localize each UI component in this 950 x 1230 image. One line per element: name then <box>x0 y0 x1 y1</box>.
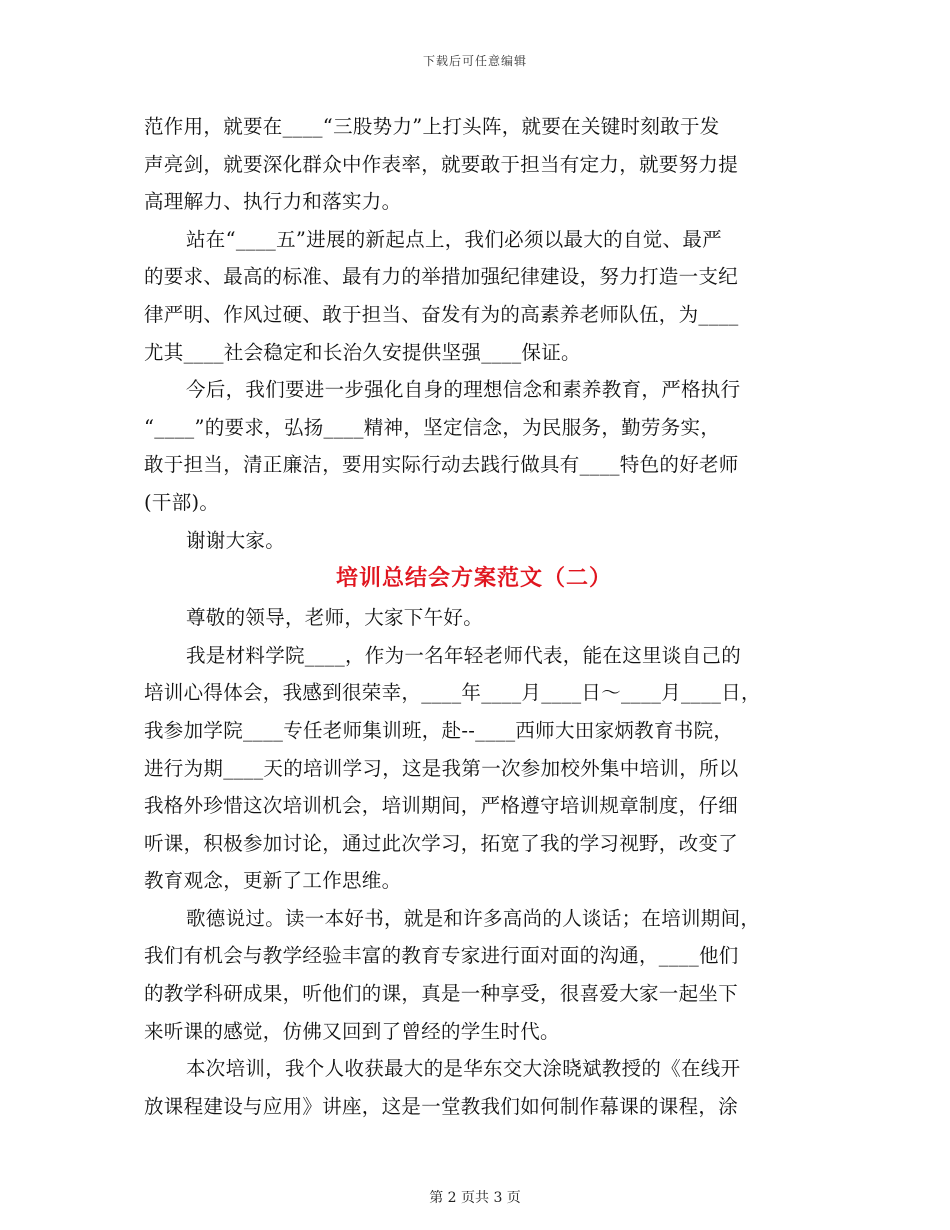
section-title: 培训总结会方案范文（二） <box>335 566 612 592</box>
text-line: 律严明、作风过硬、敢于担当、奋发有为的高素养老师队伍，为____ <box>144 302 739 326</box>
paragraph-start: 我是材料学院____，作为一名年轻老师代表，能在这里谈自己的 <box>186 643 741 667</box>
text-line: 放课程建设与应用》讲座，这是一堂教我们如何制作幕课的课程，涂 <box>144 1094 739 1118</box>
paragraph-start: 站在“____五”进展的新起点上，我们必须以最大的自觉、最严 <box>186 227 722 251</box>
text-line: 高理解力、执行力和落实力。 <box>144 190 402 214</box>
text-line: 我参加学院____专任老师集训班，赴--____西师大田家炳教育书院， <box>144 718 734 742</box>
page-header: 下载后可任意编辑 <box>422 54 527 68</box>
text-line: 声亮剑，就要深化群众中作表率，就要敢于担当有定力，就要努力提 <box>144 152 739 176</box>
text-line: 进行为期____天的培训学习，这是我第一次参加校外集中培训，所以 <box>144 756 739 780</box>
paragraph-start: 今后，我们要进一步强化自身的理想信念和素养教育，严格执行 <box>186 378 741 402</box>
text-line: 的教学科研成果，听他们的课，真是一种享受，很喜爱大家一起坐下 <box>144 982 739 1006</box>
paragraph-start: 本次培训，我个人收获最大的是华东交大涂晓斌教授的《在线开 <box>186 1057 741 1081</box>
text-line: 我们有机会与教学经验丰富的教育专家进行面对面的沟通，____他们 <box>144 944 739 968</box>
paragraph-start: 歌德说过。读一本好书，就是和许多高尚的人谈话；在培训期间， <box>186 906 761 930</box>
document-body <box>144 108 804 1125</box>
text-line: 培训心得体会，我感到很荣幸，____年____月____日～____月____日， <box>144 681 761 705</box>
text-line: 听课，积极参加讨论，通过此次学习，拓宽了我的学习视野，改变了 <box>144 831 739 855</box>
text-line: “____”的要求，弘扬____精神，坚定信念，为民服务，勤劳务实， <box>144 415 721 439</box>
greeting-line: 尊敬的领导，老师，大家下午好。 <box>186 606 484 630</box>
closing-line: 谢谢大家。 <box>186 528 286 552</box>
text-line: 敢于担当，清正廉洁，要用实际行动去践行做具有____特色的好老师 <box>144 453 739 477</box>
text-line: (干部)。 <box>144 490 220 514</box>
text-line: 范作用，就要在____“三股势力”上打头阵，就要在关键时刻敢于发 <box>144 115 720 138</box>
text-line: 教育观念，更新了工作思维。 <box>144 869 402 893</box>
text-line: 尤其____社会稳定和长治久安提供坚强____保证。 <box>144 340 581 364</box>
text-line: 的要求、最高的标准、最有力的举措加强纪律建设，努力打造一支纪 <box>144 265 739 289</box>
text-line: 我格外珍惜这次培训机会，培训期间，严格遵守培训规章制度，仔细 <box>144 794 739 818</box>
page-footer: 第 2 页共 3 页 <box>429 1190 521 1206</box>
text-line: 来听课的感觉，仿佛又回到了曾经的学生时代。 <box>144 1019 560 1043</box>
